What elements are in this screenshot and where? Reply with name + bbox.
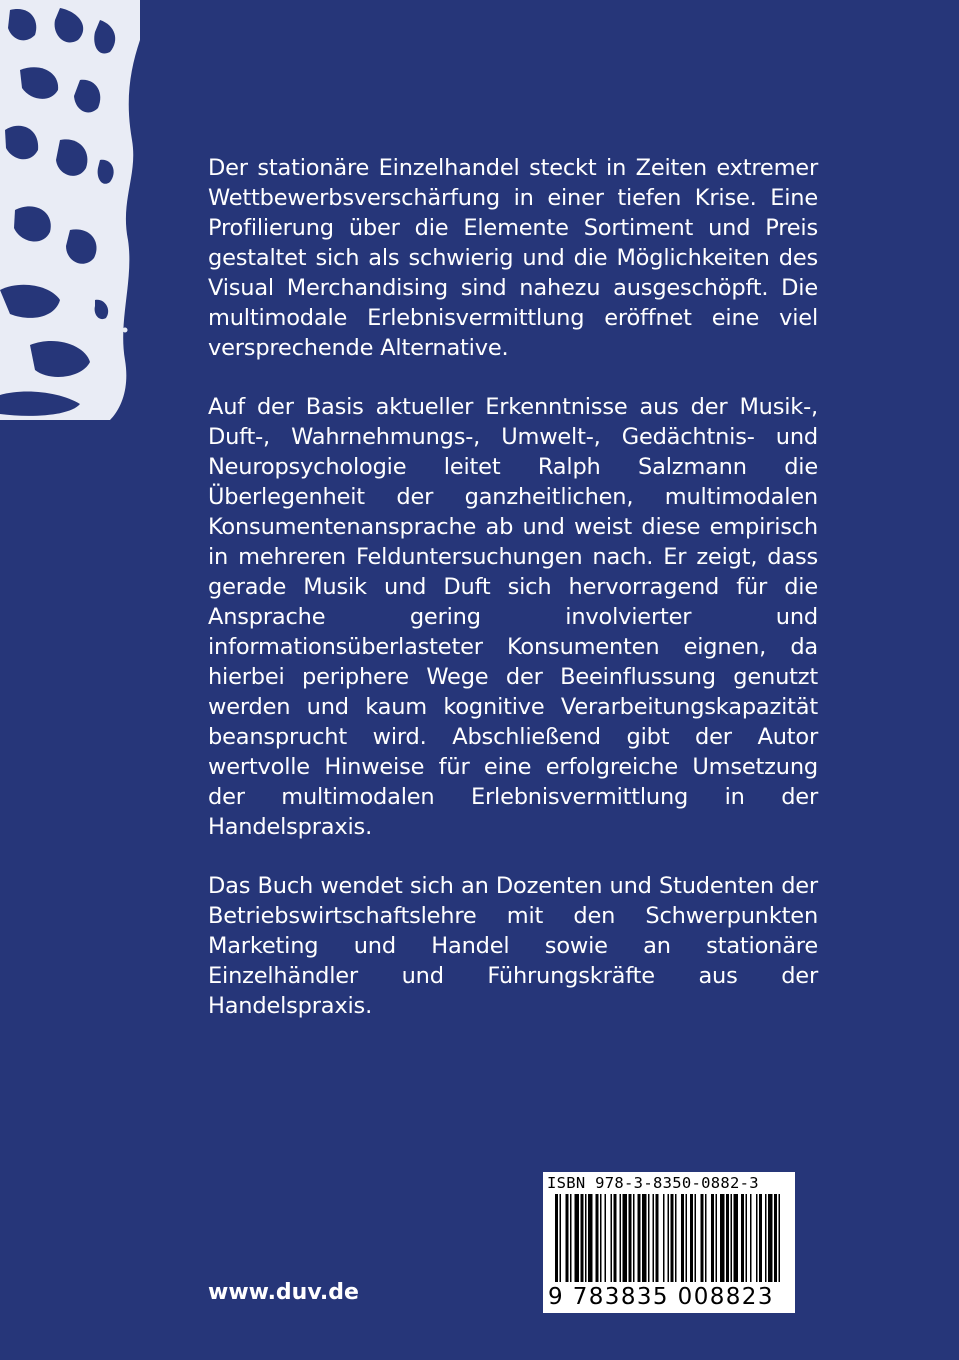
barcode-stripe <box>653 1194 655 1282</box>
isbn-label: ISBN 978-3-8350-0882-3 <box>547 1174 759 1192</box>
barcode-stripe <box>720 1194 725 1282</box>
barcode-stripe <box>765 1194 767 1282</box>
barcode-stripe <box>581 1194 584 1282</box>
barcode-stripe <box>620 1194 622 1282</box>
barcode-stripe <box>726 1194 729 1282</box>
barcode-stripe <box>633 1194 635 1282</box>
barcode-stripe <box>570 1194 572 1282</box>
blurb-paragraph-2: Auf der Basis aktueller Erkenntnisse aus der Musik-, Duft-, Wahrnehmungs-, Umwelt-, Gedächtnis- und Neuropsychologie leitet Ralph Salzmann die Überlegenheit der ganzheitlichen, multimodalen Konsumentenansprache ab und weist diese empirisch in mehreren Felduntersuchungen nach. Er zeigt, dass gerade Musik und Duft sich hervorragend für die Ansprache gering involvierter und informationsüberlasteter Konsumenten eignen, da hierbei periphere Wege der Beeinflussung genutzt werden und kaum kognitive Verarbeitungskapazität beansprucht wird. Abschließend gibt der Autor wertvolle Hinweise für eine erfolgreiche Umsetzung der multimodalen Erlebnisvermittlung in der Handelspraxis. <box>208 394 818 840</box>
barcode-stripe <box>756 1194 758 1282</box>
barcode-number: 9 783835 008823 <box>548 1284 774 1310</box>
barcode-stripe <box>596 1194 599 1282</box>
barcode-stripe <box>656 1194 659 1282</box>
barcode-stripe <box>711 1194 714 1282</box>
barcode-stripe <box>779 1194 781 1282</box>
barcode-stripe <box>675 1194 677 1282</box>
barcode-stripe <box>605 1194 607 1282</box>
barcode-stripe <box>600 1194 602 1282</box>
barcode-stripe <box>638 1194 641 1282</box>
blurb-paragraph-3: Das Buch wendet sich an Dozenten und Studenten der Betriebswirtschaftslehre mit den Schwerpunkten Marketing und Handel sowie an stationäre Einzelhändler und Führungskräfte aus der Handelspraxis. <box>208 873 818 1019</box>
barcode-stripe <box>768 1194 773 1282</box>
blurb-text <box>208 153 818 1050</box>
barcode-stripe <box>705 1194 707 1282</box>
barcode-stripe <box>759 1194 762 1282</box>
barcode-stripe <box>690 1194 693 1282</box>
barcode-stripe <box>642 1194 647 1282</box>
barcode-stripe <box>566 1194 569 1282</box>
barcode-stripe <box>686 1194 688 1282</box>
barcode-stripe <box>555 1194 558 1282</box>
barcode-stripe <box>750 1194 752 1282</box>
barcode-stripe <box>716 1194 718 1282</box>
globe-graphic <box>0 0 140 420</box>
barcode-stripe <box>731 1194 733 1282</box>
barcode-stripe <box>623 1194 628 1282</box>
barcode-stripe <box>774 1194 777 1282</box>
barcode-stripe <box>575 1194 580 1282</box>
barcode-stripe <box>648 1194 650 1282</box>
barcode-stripe <box>741 1194 744 1282</box>
barcode-stripe <box>734 1194 739 1282</box>
barcode-stripe <box>611 1194 613 1282</box>
barcode-stripe <box>614 1194 617 1282</box>
barcode-stripe <box>663 1194 665 1282</box>
isbn-barcode <box>543 1172 795 1313</box>
barcode-stripe <box>629 1194 632 1282</box>
barcode-stripe <box>701 1194 704 1282</box>
barcode-stripe <box>671 1194 674 1282</box>
barcode-stripe <box>588 1194 593 1282</box>
publisher-url: www.duv.de <box>208 1280 359 1305</box>
barcode-stripe <box>695 1194 697 1282</box>
barcode-stripe <box>560 1194 562 1282</box>
barcode-stripe <box>585 1194 587 1282</box>
barcode-stripe <box>746 1194 748 1282</box>
barcode-stripe <box>668 1194 670 1282</box>
barcode-stripe <box>681 1194 684 1282</box>
blurb-paragraph-1: Der stationäre Einzelhandel steckt in Zeiten extremer Wettbewerbsverschärfung in einer tiefen Krise. Eine Profilierung über die Elemente Sortiment und Preis gestaltet sich als schwierig und die Möglichkeiten des Visual Merchandising sind nahezu ausgeschöpft. Die multimodale Erlebnisvermittlung eröffnet eine viel versprechende Alternative. <box>208 155 818 361</box>
